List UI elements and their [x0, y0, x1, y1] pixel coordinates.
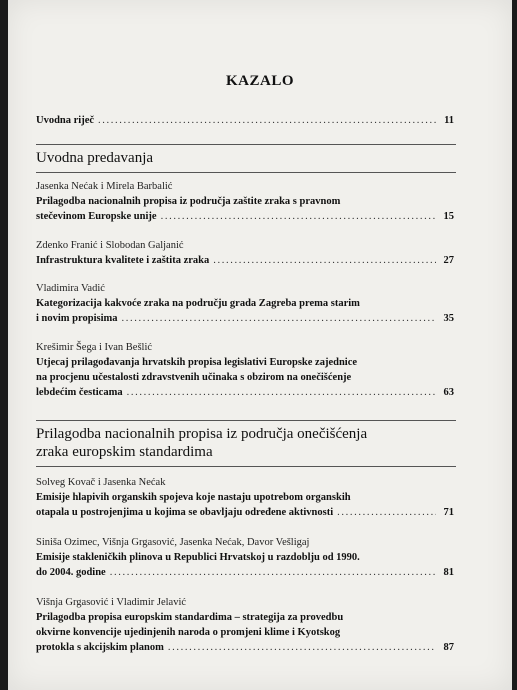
section-rule-top	[36, 144, 456, 145]
entry-page-number: 27	[443, 255, 454, 266]
dot-leader	[168, 640, 436, 655]
entry-authors: Krešimir Šega i Ivan Bešlić	[36, 342, 153, 353]
page-title: KAZALO	[225, 73, 294, 89]
entry-page-number: 11	[444, 115, 454, 126]
entry-title-line: na procjenu učestalosti zdravstvenih učinaka s obzirom na onečišćenje	[36, 372, 352, 383]
dot-leader	[337, 505, 436, 520]
dot-leader	[161, 209, 436, 224]
entry-authors: Solveg Kovač i Jasenka Nećak	[36, 477, 166, 488]
toc-entry[interactable]	[36, 476, 454, 520]
entry-title-line: Emisije hlapivih organskih spojeva koje nastaju upotrebom organskih	[36, 492, 351, 503]
entry-title-line: do 2004. godine	[36, 567, 106, 578]
toc-entry[interactable]	[36, 239, 454, 268]
entry-page-number: 15	[443, 211, 454, 222]
dot-leader	[122, 311, 437, 326]
entry-title-line: Kategorizacija kakvoće zraka na području grada Zagreba prema starim	[36, 298, 360, 309]
toc-entry[interactable]	[36, 596, 454, 655]
document-page	[8, 0, 512, 690]
dot-leader	[213, 253, 436, 268]
dot-leader	[98, 113, 436, 128]
entry-page-number: 71	[443, 507, 454, 518]
dot-leader	[127, 385, 436, 400]
entry-authors: Vladimira Vadić	[36, 283, 105, 294]
entry-title-line: lebdećim česticama	[36, 387, 123, 398]
section-heading-line: Uvodna predavanja	[36, 150, 154, 166]
entry-title-line: Emisije stakleničkih plinova u Republici Hrvatskoj u razdoblju od 1990.	[36, 552, 360, 563]
entry-title-line: Uvodna riječ	[36, 115, 95, 126]
toc-entry-intro[interactable]	[36, 113, 454, 128]
entry-title-line: Utjecaj prilagođavanja hrvatskih propisa legislativi Europske zajednice	[36, 357, 358, 368]
entry-title-line: Infrastruktura kvalitete i zaštita zraka	[36, 255, 210, 266]
toc-entry[interactable]	[36, 180, 454, 224]
entry-title-line: i novim propisima	[36, 313, 118, 324]
entry-title-line: Prilagodba nacionalnih propisa iz područja zaštite zraka s pravnom	[36, 196, 341, 207]
entry-title-line: okvirne konvencije ujedinjenih naroda o promjeni klime i Kyotskog	[36, 627, 341, 638]
toc-entry[interactable]	[36, 341, 454, 400]
entry-authors: Višnja Grgasović i Vladimir Jelavić	[36, 597, 187, 608]
section-heading	[36, 425, 456, 461]
section-heading-line: zraka europskim standardima	[36, 444, 213, 460]
toc-entry[interactable]	[36, 536, 454, 580]
entry-page-number: 81	[443, 567, 454, 578]
entry-page-number: 87	[443, 642, 454, 653]
toc-entry[interactable]	[36, 282, 454, 326]
entry-authors: Zdenko Franić i Slobodan Galjanić	[36, 240, 184, 251]
entry-title-line: protokla s akcijskim planom	[36, 642, 164, 653]
entry-title-line: otapala u postrojenjima u kojima se obavljaju određene aktivnosti	[36, 507, 334, 518]
section-rule-bottom	[36, 466, 456, 467]
entry-page-number: 63	[443, 387, 454, 398]
entry-authors: Siniša Ozimec, Višnja Grgasović, Jasenka Nećak, Davor Vešligaj	[36, 537, 310, 548]
entry-title-line: Prilagodba propisa europskim standardima – strategija za provedbu	[36, 612, 344, 623]
entry-page-number: 35	[443, 313, 454, 324]
entry-authors: Jasenka Nećak i Mirela Barbalić	[36, 181, 173, 192]
section-heading	[36, 149, 456, 167]
section-rule-bottom	[36, 172, 456, 173]
section-heading-line: Prilagodba nacionalnih propisa iz područja onečišćenja	[36, 426, 368, 442]
section-rule-top	[36, 420, 456, 421]
dot-leader	[110, 565, 436, 580]
entry-title-line: stečevinom Europske unije	[36, 211, 157, 222]
